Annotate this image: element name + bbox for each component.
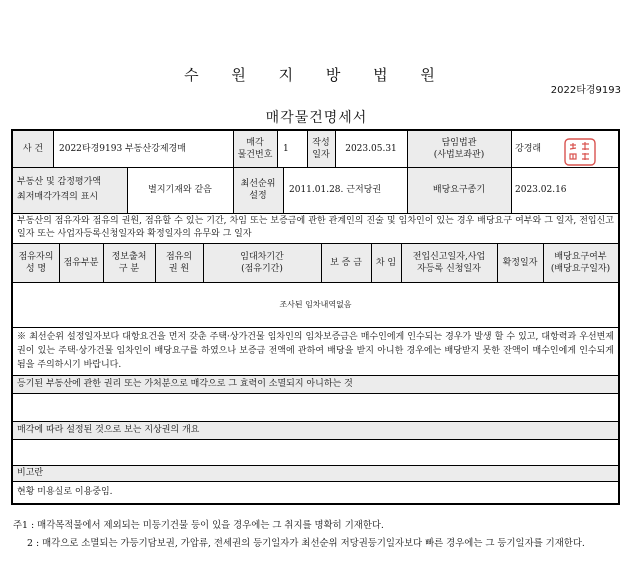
judge-seal-icon — [563, 137, 597, 167]
rule-v — [59, 243, 60, 282]
court-name: 수 원 지 방 법 원 — [184, 66, 449, 84]
rule-v — [277, 131, 278, 167]
occupancy-intro: 부동산의 점유자와 점유의 권원, 점유할 수 있는 기간, 차임 또는 보증금에 관한 관계인의 진술 및 임차인이 있는 경우 배당요구 여부와 그 일자, 전입신고일자 또는 사업자등록신청일자와 확정일자의 유무와 그 일자 — [17, 216, 614, 239]
occ-header-title: 점유의 권 원 — [155, 243, 203, 282]
surface-label: 매각에 따라 설정된 것으로 보는 지상권의 개요 — [13, 421, 618, 439]
occ-header-name: 점유자의 성 명 — [13, 243, 59, 282]
notice-text: ※ 최선순위 설정일자보다 대항요건을 먼저 갖춘 주택·상가건물 임차인의 임차보증금은 매수인에게 인수되는 경우가 발생 할 수 있고, 대항력과 우선변제권이 있는 주택·상가건물 임차인이 배당요구를 하였으나 보증금 전액에 관하여 배당을 받지 아니한 경우에는 배당받지 못한 잔액이 매수인에게 인수되게 됨을 주의하시기 바랍니다. — [17, 332, 614, 370]
case-label: 사 건 — [13, 131, 53, 167]
remarks-value: 현황 미용실로 이용중임. — [17, 487, 113, 497]
occ-header-dividend: 배당요구여부 (배당요구일자) — [543, 243, 618, 282]
item-number-value: 1 — [283, 144, 289, 154]
case-value: 2022타경9193 부동산강제경매 — [59, 144, 186, 154]
remarks-label: 비고란 — [13, 465, 618, 481]
rule-v — [321, 243, 322, 282]
judge-label: 담임법관 (사법보좌관) — [407, 131, 511, 167]
rule-v — [233, 131, 234, 213]
priority-value: 2011.01.28. 근저당권 — [289, 185, 382, 195]
rule-v — [203, 243, 204, 282]
footnote-1: 주1 : 매각목적물에서 제외되는 미등기건물 등이 있을 경우에는 그 취지를 명확히 기재한다. — [13, 520, 384, 531]
rule-v — [543, 243, 544, 282]
rule-rights-label — [13, 393, 618, 394]
rule-rights-value — [13, 421, 618, 422]
rights-label: 등기된 부동산에 관한 권리 또는 가처분으로 매각으로 그 효력이 소멸되지 아니하는 것 — [13, 375, 618, 393]
rule-surface-label — [13, 439, 618, 440]
item-number-label: 매각 물건번호 — [233, 131, 277, 167]
rule-v — [401, 243, 402, 282]
occ-empty-text: 조사된 임차내역없음 — [279, 299, 352, 309]
priority-label: 최선순위 설정 — [233, 167, 283, 213]
deadline-label: 배당요구종기 — [407, 167, 511, 213]
occ-header-move-in: 전입신고일자,사업 자등록 신청일자 — [401, 243, 497, 282]
rule-surface-value — [13, 465, 618, 466]
judge-value: 강경래 — [515, 144, 542, 154]
rule-remarks-label — [13, 481, 618, 482]
occ-header-deposit: 보 증 금 — [321, 243, 371, 282]
occ-header-rent: 차 임 — [371, 243, 401, 282]
deadline-value: 2023.02.16 — [515, 185, 567, 195]
rule-v — [511, 131, 512, 213]
rule-v — [127, 167, 128, 213]
occ-header-source: 정보출처 구 분 — [103, 243, 155, 282]
rule-v — [497, 243, 498, 282]
rule-v — [155, 243, 156, 282]
rule-v — [371, 243, 372, 282]
rule-occ-body — [13, 327, 618, 328]
footnote-2: 2 : 매각으로 소멸되는 가등기담보권, 가압류, 전세권의 등기일자가 최선순위 저당권등기일자보다 빠른 경우에는 그 등기일자를 기재한다. — [27, 538, 585, 549]
rule-notice — [13, 375, 618, 376]
rule-v — [103, 243, 104, 282]
rule-row2 — [13, 213, 618, 214]
rule-v — [307, 131, 308, 167]
date-value: 2023.05.31 — [345, 144, 397, 154]
occ-header-period: 임대차기간 (점유기간) — [203, 243, 321, 282]
specification-table — [11, 129, 620, 505]
date-label: 작성 일자 — [307, 131, 335, 167]
occ-header-fixed-date: 확정일자 — [497, 243, 543, 282]
rule-row1 — [13, 167, 618, 168]
rule-v — [335, 131, 336, 167]
rule-occ-head — [13, 282, 618, 283]
rule-v — [283, 167, 284, 213]
property-value: 별지기재와 같음 — [148, 185, 212, 195]
occ-header-part: 점유부분 — [59, 243, 103, 282]
case-number: 2022타경9193 — [550, 85, 621, 96]
surface-value — [13, 439, 618, 465]
rights-value — [13, 393, 618, 421]
rule-v — [407, 131, 408, 213]
document-title: 매각물건명세서 — [265, 110, 368, 126]
rule-v — [53, 131, 54, 167]
property-label: 부동산 및 감정평가액 최저매각가격의 표시 — [13, 167, 127, 213]
